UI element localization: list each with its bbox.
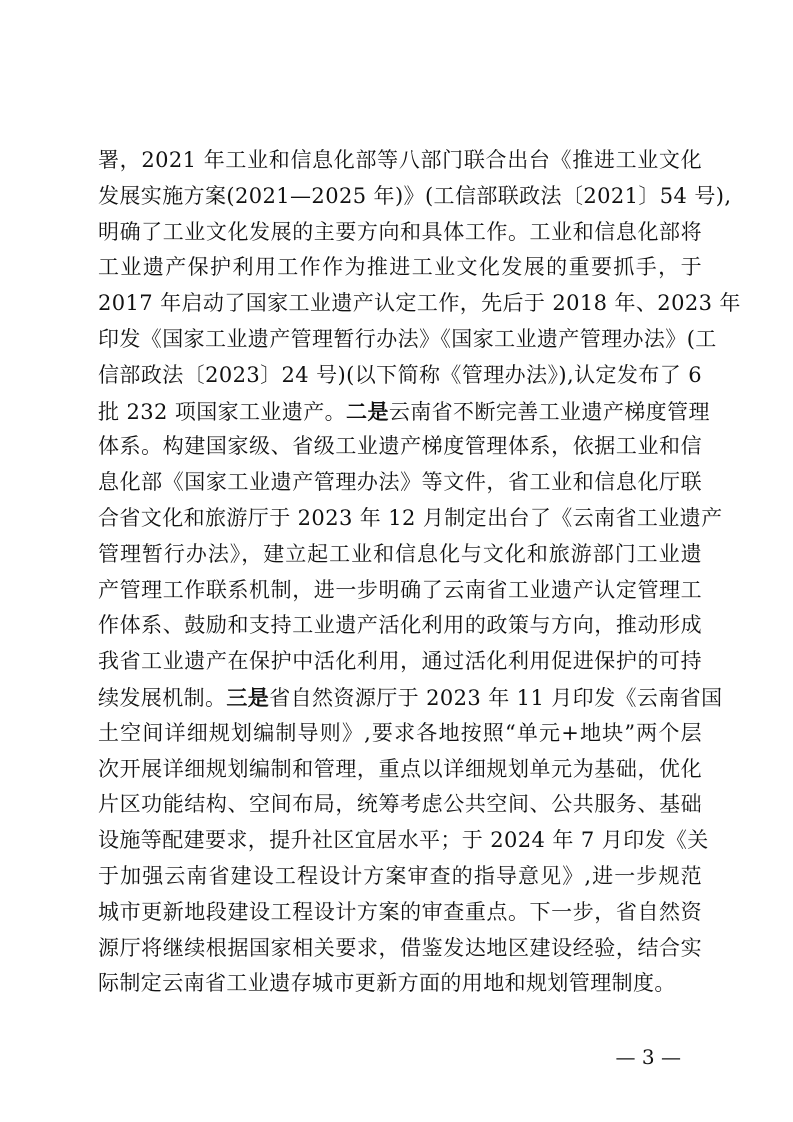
text-line: 土空间详细规划编制导则》,要求各地按照“单元+地块”两个层 [98, 720, 702, 745]
text-line: 管理暂行办法》，建立起工业和信息化与文化和旅游部门工业遗 [98, 541, 702, 566]
text-line: 信部政法〔2023〕24 号)(以下简称《管理办法》),认定发布了 6 [98, 362, 702, 387]
text-line: 片区功能结构、空间布局，统筹考虑公共空间、公共服务、基础 [98, 792, 702, 817]
text-line: 我省工业遗产在保护中活化利用，通过活化利用促进保护的可持 [98, 649, 702, 674]
text-line: 工业遗产保护利用工作作为推进工业文化发展的重要抓手，于 [98, 255, 702, 280]
body-paragraph [98, 143, 741, 1002]
text-line: 发展实施方案(2021—2025 年)》(工信部联政法〔2021〕54 号), [98, 183, 732, 208]
bold-marker: 三是 [226, 684, 270, 710]
text-line: 体系。构建国家级、省级工业遗产梯度管理体系，依据工业和信 [98, 434, 702, 459]
text-line: 产管理工作联系机制，进一步明确了云南省工业遗产认定管理工 [98, 577, 702, 602]
text-line: 印发《国家工业遗产管理暂行办法》《国家工业遗产管理办法》(工 [98, 326, 717, 351]
text-line: 署，2021 年工业和信息化部等八部门联合出台《推进工业文化 [98, 148, 702, 172]
text-line: 作体系、鼓励和支持工业遗产活化利用的政策与方向，推动形成 [98, 613, 702, 638]
text-line: 于加强云南省建设工程设计方案审查的指导意见》,进一步规范 [98, 863, 702, 888]
text-line: 2017 年启动了国家工业遗产认定工作，先后于 2018 年、2023 年 [98, 291, 741, 316]
text-line: 源厅将继续根据国家相关要求，借鉴发达地区建设经验，结合实 [98, 935, 702, 960]
text-line: 次开展详细规划编制和管理，重点以详细规划单元为基础，优化 [98, 756, 702, 781]
text-line: 合省文化和旅游厅于 2023 年 12 月制定出台了《云南省工业遗产 [98, 505, 723, 530]
text-line: 续发展机制。三是省自然资源厅于 2023 年 11 月印发《云南省国 [98, 684, 723, 710]
page-number: — 3 — [615, 1045, 681, 1069]
text-line: 设施等配建要求，提升社区宜居水平；于 2024 年 7 月印发《关 [98, 828, 709, 853]
text-line: 际制定云南省工业遗存城市更新方面的用地和规划管理制度。 [98, 971, 676, 996]
text-line: 息化部《国家工业遗产管理办法》等文件，省工业和信息化厅联 [98, 470, 702, 495]
text-line: 城市更新地段建设工程设计方案的审查重点。下一步，省自然资 [98, 899, 702, 924]
text-line: 批 232 项国家工业遗产。二是云南省不断完善工业遗产梯度管理 [98, 398, 710, 424]
text-line: 明确了工业文化发展的主要方向和具体工作。工业和信息化部将 [98, 219, 702, 244]
bold-marker: 二是 [346, 398, 389, 424]
